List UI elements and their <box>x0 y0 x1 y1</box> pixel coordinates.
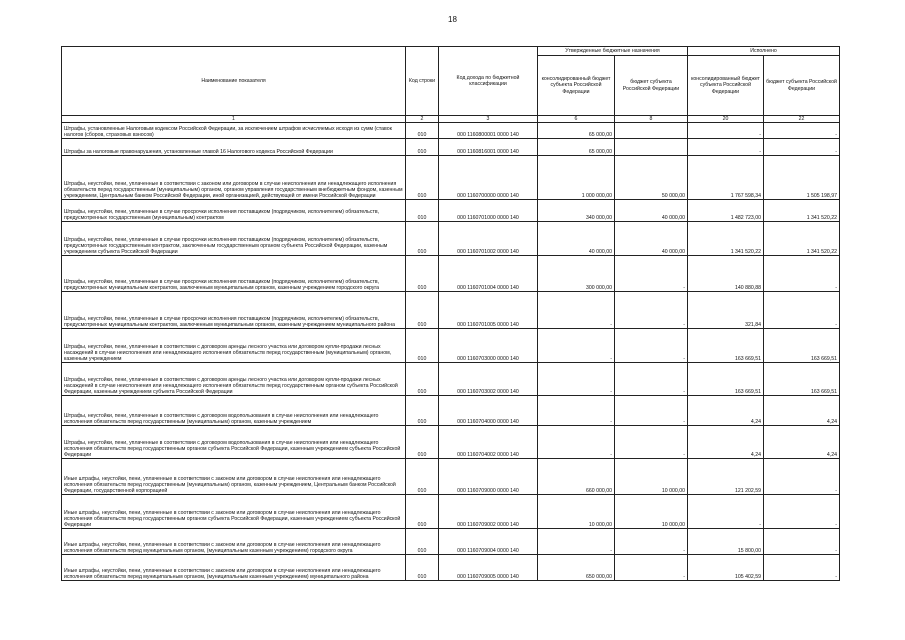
budget-execution-table <box>61 46 840 581</box>
row-kbk: 000 1160709004 0000 140 <box>439 529 538 555</box>
value-subject-executed: 1 505 198,97 <box>764 156 840 200</box>
row-name: Штрафы, неустойки, пени, уплаченные в соответствии с законом или договором в случае неисполнения или ненадлежащего исполнения обязательств перед государственным (муниципальным) органом, органом управления государственным внебюджетным фондом, казенным учреждением, Центральным банком Российской Федерации, иной организацией, действующей от имени Российской Федерации <box>62 156 406 200</box>
column-header-code: Код строки <box>406 47 439 116</box>
value-subject-approved: 40 000,00 <box>615 222 688 256</box>
row-kbk: 000 1160816001 0000 140 <box>439 139 538 156</box>
table-row <box>62 156 840 200</box>
value-subject-executed: - <box>764 529 840 555</box>
value-subject-approved: - <box>615 292 688 329</box>
table-row <box>62 222 840 256</box>
value-subject-approved <box>615 139 688 156</box>
value-subject-approved: - <box>615 329 688 363</box>
value-consolidated-approved: - <box>538 329 615 363</box>
column-header-name: Наименование показателя <box>62 47 406 116</box>
value-consolidated-approved: - <box>538 426 615 459</box>
value-consolidated-approved: - <box>538 363 615 396</box>
row-name: Штрафы за налоговые правонарушения, установленные главой 16 Налогового кодекса Российской Федерации <box>62 139 406 156</box>
column-header-consolidated-executed: консолидированный бюджет субъекта Российской Федерации <box>688 56 764 116</box>
value-consolidated-executed: 140 880,88 <box>688 256 764 292</box>
value-consolidated-executed: 163 669,51 <box>688 363 764 396</box>
row-kbk: 000 1160703002 0000 140 <box>439 363 538 396</box>
value-consolidated-executed: 4,24 <box>688 426 764 459</box>
value-subject-executed: 4,24 <box>764 426 840 459</box>
value-consolidated-approved: 650 000,00 <box>538 555 615 581</box>
row-code: 010 <box>406 139 439 156</box>
row-code: 010 <box>406 555 439 581</box>
value-subject-executed: 4,24 <box>764 396 840 426</box>
table-row <box>62 200 840 222</box>
value-subject-executed: - <box>764 555 840 581</box>
value-subject-approved: - <box>615 363 688 396</box>
row-code: 010 <box>406 222 439 256</box>
value-subject-approved: 10 000,00 <box>615 495 688 529</box>
value-consolidated-executed: 15 800,00 <box>688 529 764 555</box>
row-code: 010 <box>406 529 439 555</box>
value-subject-approved: - <box>615 555 688 581</box>
value-consolidated-approved: - <box>538 529 615 555</box>
value-consolidated-executed: 321,84 <box>688 292 764 329</box>
column-header-consolidated-approved: консолидированный бюджет субъекта Российской Федерации <box>538 56 615 116</box>
row-code: 010 <box>406 156 439 200</box>
value-subject-approved: 40 000,00 <box>615 200 688 222</box>
row-kbk: 000 1160701000 0000 140 <box>439 200 538 222</box>
row-name: Иные штрафы, неустойки, пени, уплаченные в соответствии с законом или договором в случае неисполнения или ненадлежащего исполнения обязательств перед муниципальным органом, (муниципальным казенным учреждением) муниципального района <box>62 555 406 581</box>
column-number: 1 <box>62 116 406 123</box>
value-consolidated-approved: 340 000,00 <box>538 200 615 222</box>
column-number: 2 <box>406 116 439 123</box>
row-kbk: 000 1160703000 0000 140 <box>439 329 538 363</box>
column-group-approved: Утвержденные бюджетные назначения <box>538 47 688 56</box>
table-row <box>62 529 840 555</box>
value-consolidated-executed: - <box>688 495 764 529</box>
value-subject-approved: 50 000,00 <box>615 156 688 200</box>
row-code: 010 <box>406 459 439 495</box>
row-name: Штрафы, неустойки, пени, уплаченные в соответствии с договором аренды лесного участка или договором купли-продажи лесных насаждений в случае неисполнения или ненадлежащего исполнения обязательств перед государственным (муниципальным) органом, казенным учреждением <box>62 329 406 363</box>
value-consolidated-executed: - <box>688 123 764 139</box>
column-header-subject-executed: бюджет субъекта Российской Федерации <box>764 56 840 116</box>
value-subject-executed: - <box>764 256 840 292</box>
row-code: 010 <box>406 363 439 396</box>
row-name: Штрафы, неустойки, пени, уплаченные в соответствии с договором водопользования в случае неисполнения или ненадлежащего исполнения обязательств перед государственным органом субъекта Российской Федерации, казенным учреждением субъекта Российской Федерации <box>62 426 406 459</box>
table-row <box>62 495 840 529</box>
value-subject-executed: - <box>764 123 840 139</box>
row-name: Штрафы, неустойки, пени, уплаченные в случае просрочки исполнения поставщиком (подрядчиком, исполнителем) обязательств, предусмотренных государственным (муниципальным) контрактом <box>62 200 406 222</box>
row-kbk: 000 1160709000 0000 140 <box>439 459 538 495</box>
row-name: Штрафы, неустойки, пени, уплаченные в случае просрочки исполнения поставщиком (подрядчиком, исполнителем) обязательств, предусмотренных муниципальным контрактом, заключенным муниципальным органом, казенным учреждением городского округа <box>62 256 406 292</box>
row-code: 010 <box>406 123 439 139</box>
table-row <box>62 329 840 363</box>
table-row <box>62 555 840 581</box>
value-subject-approved: - <box>615 256 688 292</box>
row-kbk: 000 1160701004 0000 140 <box>439 256 538 292</box>
value-consolidated-approved: 65 000,00 <box>538 139 615 156</box>
value-consolidated-executed: 1 482 723,00 <box>688 200 764 222</box>
value-consolidated-executed: 121 202,59 <box>688 459 764 495</box>
row-name: Штрафы, установленные Налоговым кодексом Российской Федерации, за исключением штрафов исчисляемых исходя из сумм (ставок налогов (сборов, страховых взносов) <box>62 123 406 139</box>
row-name: Иные штрафы, неустойки, пени, уплаченные в соответствии с законом или договором в случае неисполнения или ненадлежащего исполнения обязательств перед муниципальным органом, (муниципальным казенным учреждением) городского округа <box>62 529 406 555</box>
row-name: Иные штрафы, неустойки, пени, уплаченные в соответствии с законом или договором в случае неисполнения или ненадлежащего исполнения обязательств перед государственным (муниципальным) органом, казенным учреждением, Центральным банком Российской Федерации, государственной корпорацией <box>62 459 406 495</box>
value-consolidated-executed: 1 767 598,34 <box>688 156 764 200</box>
row-code: 010 <box>406 396 439 426</box>
value-subject-approved: 10 000,00 <box>615 459 688 495</box>
table-row <box>62 459 840 495</box>
row-kbk: 000 1160701005 0000 140 <box>439 292 538 329</box>
row-name: Штрафы, неустойки, пени, уплаченные в случае просрочки исполнения поставщиком (подрядчиком, исполнителем) обязательств, предусмотренных муниципальным контрактом, заключенным муниципальным органом, казенным учреждением муниципального района <box>62 292 406 329</box>
row-kbk: 000 1160700000 0000 140 <box>439 156 538 200</box>
row-kbk: 000 1160709002 0000 140 <box>439 495 538 529</box>
row-name: Иные штрафы, неустойки, пени, уплаченные в соответствии с законом или договором в случае неисполнения или ненадлежащего исполнения обязательств перед государственным органом субъекта Российской Федерации, казенным учреждением субъекта Российской Федерации <box>62 495 406 529</box>
page-number: 18 <box>448 15 457 24</box>
row-kbk: 000 1160704000 0000 140 <box>439 396 538 426</box>
row-name: Штрафы, неустойки, пени, уплаченные в соответствии с договором водопользования в случае неисполнения или ненадлежащего исполнения обязательств перед государственным (муниципальным) органом, казенным учреждением <box>62 396 406 426</box>
value-consolidated-approved: 300 000,00 <box>538 256 615 292</box>
value-subject-approved <box>615 123 688 139</box>
value-subject-executed: 1 341 520,22 <box>764 222 840 256</box>
column-number: 3 <box>439 116 538 123</box>
value-subject-executed: 1 341 520,22 <box>764 200 840 222</box>
table-row <box>62 292 840 329</box>
value-subject-approved: - <box>615 529 688 555</box>
value-subject-executed: 163 669,51 <box>764 363 840 396</box>
value-consolidated-executed: 105 402,59 <box>688 555 764 581</box>
column-number: 20 <box>688 116 764 123</box>
row-code: 010 <box>406 495 439 529</box>
value-consolidated-approved: 65 000,00 <box>538 123 615 139</box>
value-consolidated-executed: - <box>688 139 764 156</box>
value-subject-executed: - <box>764 292 840 329</box>
row-name: Штрафы, неустойки, пени, уплаченные в случае просрочки исполнения поставщиком (подрядчиком, исполнителем) обязательств, предусмотренных государственным контрактом, заключенным государственным органом субъекта Российской Федерации, казенным учреждением субъекта Российской Федерации <box>62 222 406 256</box>
row-name: Штрафы, неустойки, пени, уплаченные в соответствии с договором аренды лесного участка или договором купли-продажи лесных насаждений в случае неисполнения или ненадлежащего исполнения обязательств перед государственным органом субъекта Российской Федерации, казенным учреждением субъекта Российской Федерации <box>62 363 406 396</box>
table-row <box>62 396 840 426</box>
value-subject-approved: - <box>615 396 688 426</box>
row-code: 010 <box>406 200 439 222</box>
value-consolidated-approved: - <box>538 396 615 426</box>
value-consolidated-approved: 1 000 000,00 <box>538 156 615 200</box>
column-number: 22 <box>764 116 840 123</box>
value-consolidated-executed: 1 341 520,22 <box>688 222 764 256</box>
value-consolidated-approved: 660 000,00 <box>538 459 615 495</box>
value-subject-executed: - <box>764 459 840 495</box>
value-subject-executed: 163 669,51 <box>764 329 840 363</box>
value-subject-approved: - <box>615 426 688 459</box>
table-row <box>62 256 840 292</box>
row-code: 010 <box>406 426 439 459</box>
table-row <box>62 139 840 156</box>
row-kbk: 000 1160709005 0000 140 <box>439 555 538 581</box>
column-header-subject-approved: бюджет субъекта Российской Федерации <box>615 56 688 116</box>
value-subject-executed: - <box>764 139 840 156</box>
column-group-executed: Исполнено <box>688 47 840 56</box>
value-consolidated-executed: 163 669,51 <box>688 329 764 363</box>
table-row <box>62 123 840 139</box>
value-consolidated-approved: 10 000,00 <box>538 495 615 529</box>
table-row <box>62 363 840 396</box>
column-number: 6 <box>538 116 615 123</box>
row-kbk: 000 1160704002 0000 140 <box>439 426 538 459</box>
column-number-row <box>62 116 840 123</box>
column-header-kbk: Код дохода по бюджетной классификации <box>439 47 538 116</box>
value-consolidated-executed: 4,24 <box>688 396 764 426</box>
value-consolidated-approved: - <box>538 292 615 329</box>
row-kbk: 000 1160800001 0000 140 <box>439 123 538 139</box>
table-row <box>62 426 840 459</box>
row-code: 010 <box>406 329 439 363</box>
column-number: 8 <box>615 116 688 123</box>
value-subject-executed: - <box>764 495 840 529</box>
row-kbk: 000 1160701002 0000 140 <box>439 222 538 256</box>
row-code: 010 <box>406 256 439 292</box>
value-consolidated-approved: 40 000,00 <box>538 222 615 256</box>
row-code: 010 <box>406 292 439 329</box>
